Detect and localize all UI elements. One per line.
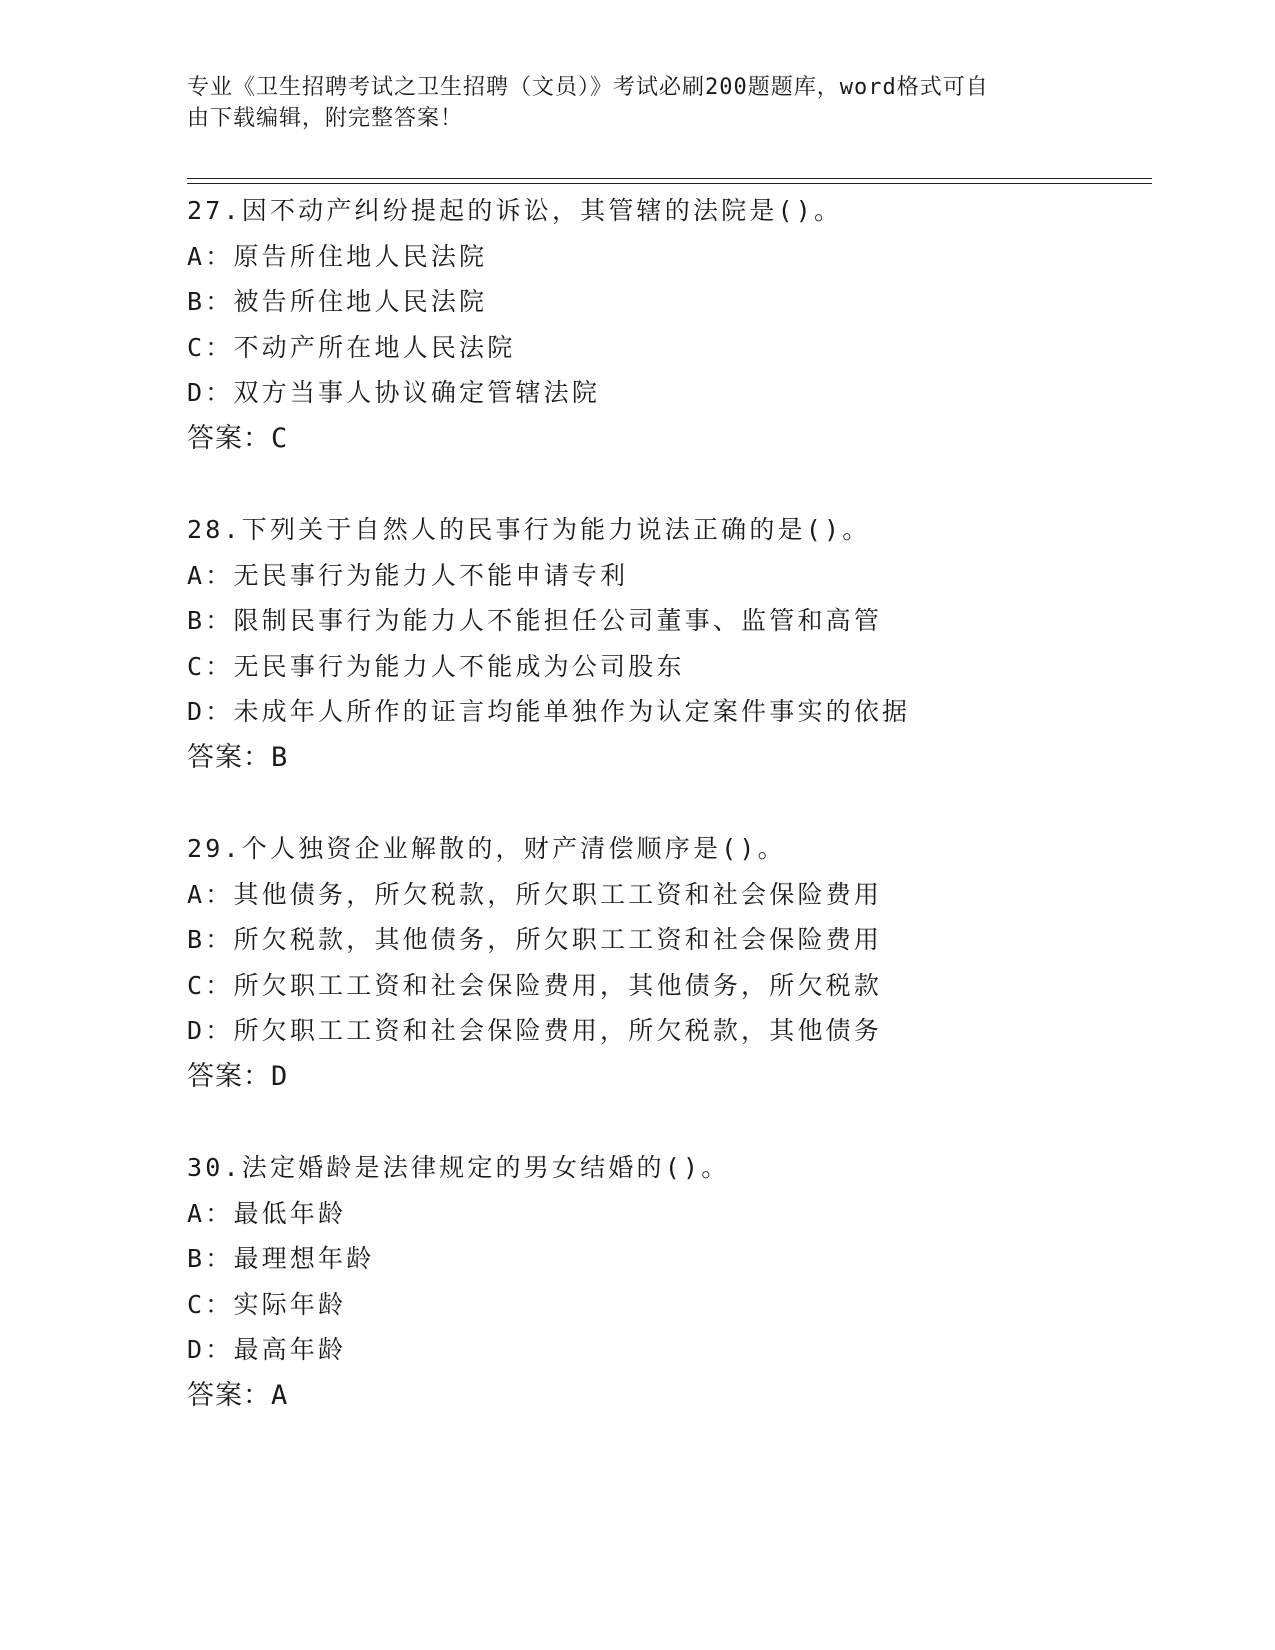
option-c: C：实际年龄 <box>187 1289 347 1319</box>
question-stem: 30.法定婚龄是法律规定的男女结婚的()。 <box>187 1153 730 1182</box>
question-30 <box>187 1145 1147 1464</box>
option-c: C：所欠职工工资和社会保险费用，其他债务，所欠税款 <box>187 970 883 1000</box>
question-28 <box>187 507 1147 826</box>
header-line-2: 由下载编辑，附完整答案！ <box>187 106 464 131</box>
answer: 答案：A <box>187 1379 289 1411</box>
option-d: D：最高年龄 <box>187 1335 347 1365</box>
option-d: D：双方当事人协议确定管辖法院 <box>187 378 601 408</box>
option-a: A：原告所住地人民法院 <box>187 241 488 271</box>
document-header <box>187 72 1067 134</box>
option-a: A：最低年龄 <box>187 1198 347 1228</box>
question-29 <box>187 826 1147 1145</box>
option-d: D：所欠职工工资和社会保险费用，所欠税款，其他债务 <box>187 1016 883 1046</box>
answer: 答案：B <box>187 741 289 773</box>
option-b: B：最理想年龄 <box>187 1244 375 1274</box>
question-list <box>187 188 1147 1464</box>
option-c: C：无民事行为能力人不能成为公司股东 <box>187 651 685 681</box>
question-27 <box>187 188 1147 507</box>
option-c: C：不动产所在地人民法院 <box>187 332 516 362</box>
option-a: A：其他债务，所欠税款，所欠职工工资和社会保险费用 <box>187 879 883 909</box>
option-b: B：限制民事行为能力人不能担任公司董事、监管和高管 <box>187 606 883 636</box>
option-b: B：被告所住地人民法院 <box>187 287 488 317</box>
answer: 答案：C <box>187 422 289 454</box>
header-divider-bottom <box>187 183 1152 184</box>
option-a: A：无民事行为能力人不能申请专利 <box>187 560 629 590</box>
question-stem: 29.个人独资企业解散的，财产清偿顺序是()。 <box>187 834 786 863</box>
header-line-1: 专业《卫生招聘考试之卫生招聘（文员）》考试必刷200题题库，word格式可自 <box>187 75 989 100</box>
answer: 答案：D <box>187 1060 289 1092</box>
option-b: B：所欠税款，其他债务，所欠职工工资和社会保险费用 <box>187 925 883 955</box>
question-stem: 28.下列关于自然人的民事行为能力说法正确的是()。 <box>187 515 871 544</box>
option-d: D：未成年人所作的证言均能单独作为认定案件事实的依据 <box>187 697 911 727</box>
question-stem: 27.因不动产纠纷提起的诉讼，其管辖的法院是()。 <box>187 196 843 225</box>
header-divider-top <box>187 178 1152 179</box>
